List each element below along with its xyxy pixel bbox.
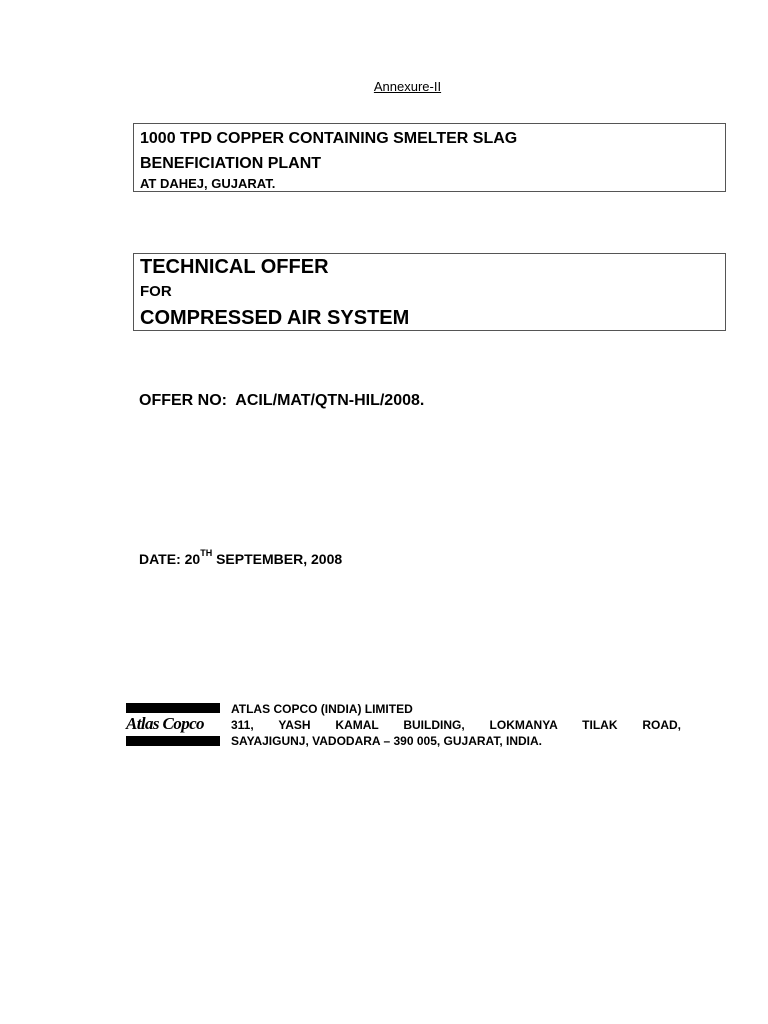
- offer-date: [139, 548, 343, 567]
- project-title-line-2: BENEFICIATION PLANT: [140, 155, 322, 172]
- logo-top-bar: [126, 703, 220, 713]
- company-name: ATLAS COPCO (INDIA) LIMITED: [231, 702, 413, 716]
- company-address-line-1: 311, YASH KAMAL BUILDING, LOKMANYA TILAK ROAD,: [231, 718, 681, 732]
- date-rest: SEPTEMBER, 2008: [212, 551, 343, 567]
- project-title-box: [133, 123, 726, 192]
- offer-number: OFFER NO: ACIL/MAT/QTN-HIL/2008.: [139, 392, 425, 409]
- offer-title-box: [133, 253, 726, 331]
- date-ordinal-suffix: TH: [200, 548, 213, 558]
- offer-title-for: FOR: [140, 283, 172, 300]
- project-title-line-1: 1000 TPD COPPER CONTAINING SMELTER SLAG: [140, 130, 518, 147]
- logo-wordmark: Atlas Copco: [126, 714, 204, 733]
- date-prefix: DATE: 20: [139, 551, 201, 567]
- annexure-heading: Annexure-II: [373, 79, 442, 94]
- project-location: AT DAHEJ, GUJARAT.: [140, 176, 276, 191]
- company-address-block: [231, 701, 681, 749]
- offer-title-system: COMPRESSED AIR SYSTEM: [140, 307, 410, 329]
- logo-bottom-bar: [126, 736, 220, 746]
- atlas-copco-logo: [126, 701, 222, 747]
- company-address-line-2: SAYAJIGUNJ, VADODARA – 390 005, GUJARAT, INDIA.: [231, 734, 542, 748]
- offer-title-technical: TECHNICAL OFFER: [140, 256, 329, 278]
